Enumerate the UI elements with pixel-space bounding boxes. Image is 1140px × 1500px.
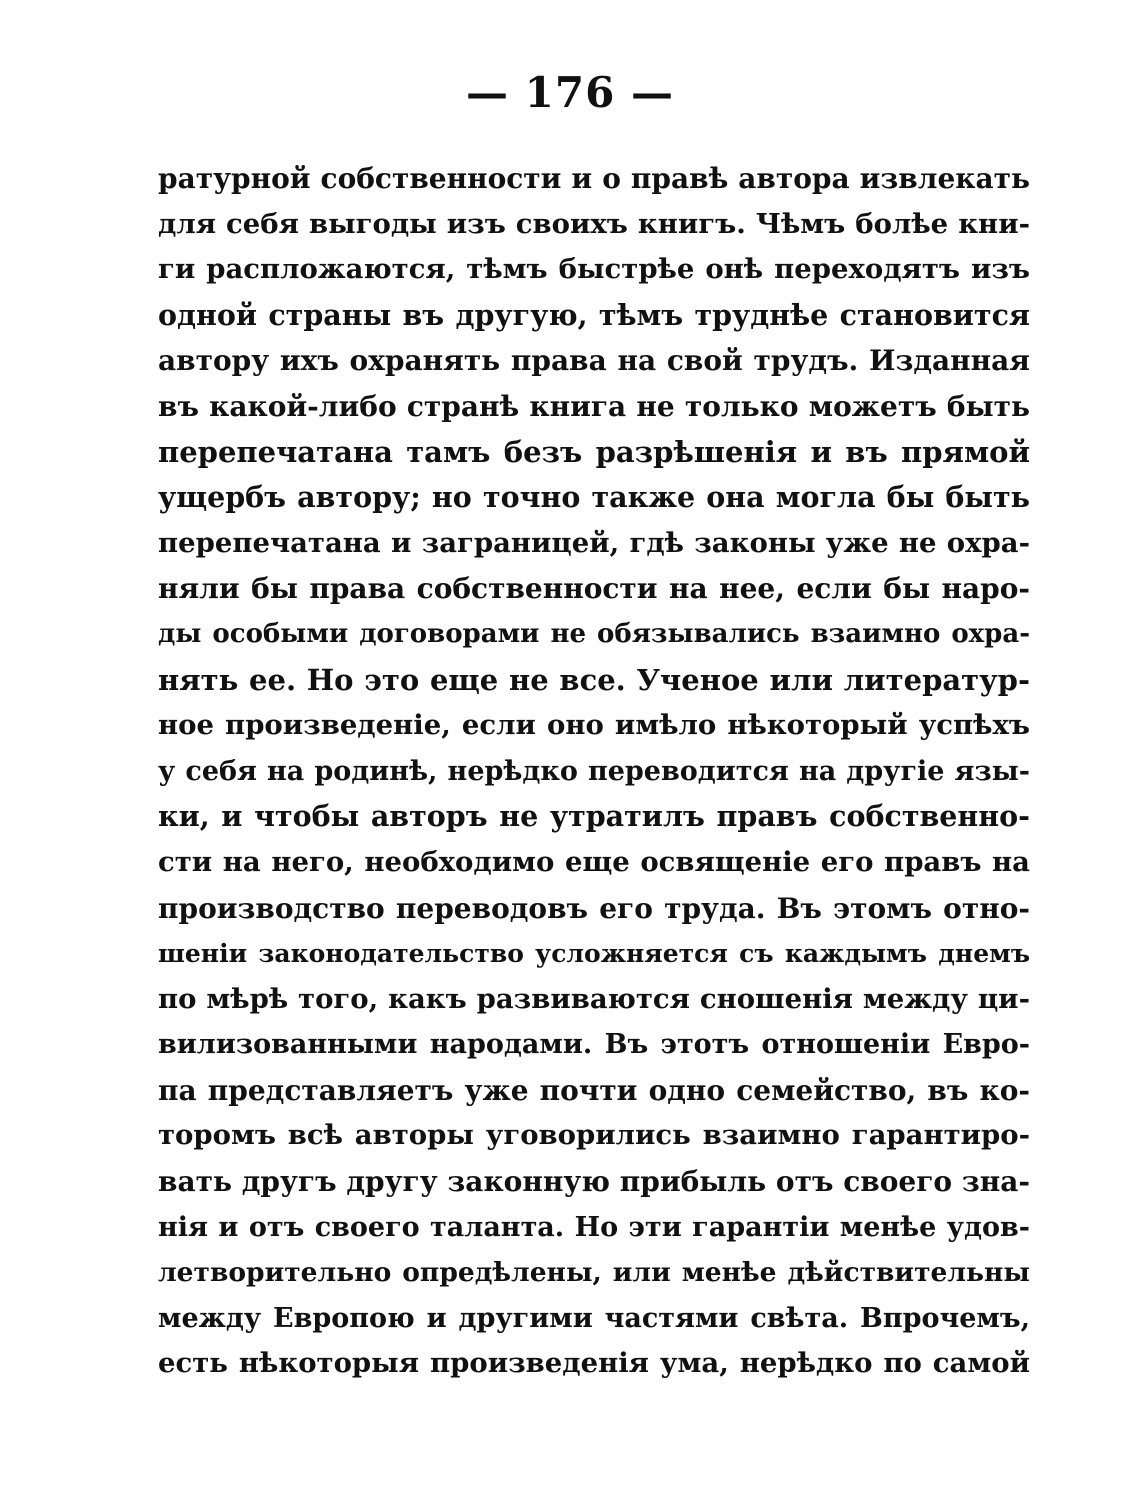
text-line: торомъ всѣ авторы уговорились взаимно гарантиро-	[158, 1119, 1030, 1152]
text-line: вилизованными народами. Въ этотъ отношеніи Евро-	[158, 1029, 1030, 1061]
text-line: нять ее. Но это еще не все. Ученое или литератур-	[158, 662, 1030, 697]
page-number: — 176 —	[466, 68, 674, 117]
text-line: вать другъ другу законную прибыль отъ своего зна-	[158, 1165, 1030, 1199]
text-line: нія и отъ своего таланта. Но эти гарантіи менѣе удов-	[158, 1211, 1030, 1243]
body-text	[158, 156, 1030, 1387]
text-line: автору ихъ охранять права на свой трудъ. Изданная	[158, 344, 1030, 378]
text-line: ги распложаются, тѣмъ быстрѣе онѣ переходятъ изъ	[158, 253, 1030, 286]
text-line: для себя выгоды изъ своихъ книгъ. Чѣмъ болѣе кни-	[158, 207, 1030, 240]
text-line: шеніи законодательство усложняется съ каждымъ днемъ	[158, 939, 1030, 969]
text-line: одной страны въ другую, тѣмъ труднѣе становится	[158, 297, 1030, 332]
text-line: ратурной собственности и о правѣ автора извлекать	[158, 162, 1030, 195]
text-line: ды особыми договорами не обязывались взаимно охра-	[158, 618, 1030, 649]
text-line: производство переводовъ его труда. Въ этомъ отно-	[158, 891, 1030, 925]
text-line: летворительно опредѣлены, или менѣе дѣйствительны	[158, 1257, 1030, 1289]
text-line: ущербъ автору; но точно также она могла бы быть	[158, 480, 1030, 515]
text-line: сти на него, необходимо еще освященіе его правъ на	[158, 845, 1030, 878]
text-line: ное произведеніе, если оно имѣло нѣкоторый успѣхъ	[158, 709, 1030, 742]
text-line: у себя на родинѣ, нерѣдко переводится на другіе язы-	[158, 755, 1030, 787]
text-line: между Европою и другими частями свѣта. Впрочемъ,	[158, 1302, 1030, 1334]
text-line: перепечатана и заграницей, гдѣ законы уже не охра-	[158, 526, 1030, 559]
text-line: въ какой-либо странѣ книга не только можетъ быть	[158, 389, 1030, 423]
text-line: па представляетъ уже почти одно семейство, въ ко-	[158, 1073, 1030, 1107]
text-line: есть нѣкоторыя произведенія ума, нерѣдко по самой	[158, 1347, 1030, 1380]
text-line: ки, и чтобы авторъ не утратилъ правъ собственно-	[158, 799, 1030, 834]
text-line: няли бы права собственности на нее, если бы наро-	[158, 572, 1030, 606]
text-line: перепечатана тамъ безъ разрѣшенія и въ прямой	[158, 434, 1030, 469]
text-line: по мѣрѣ того, какъ развиваются сношенія между ци-	[158, 982, 1030, 1015]
